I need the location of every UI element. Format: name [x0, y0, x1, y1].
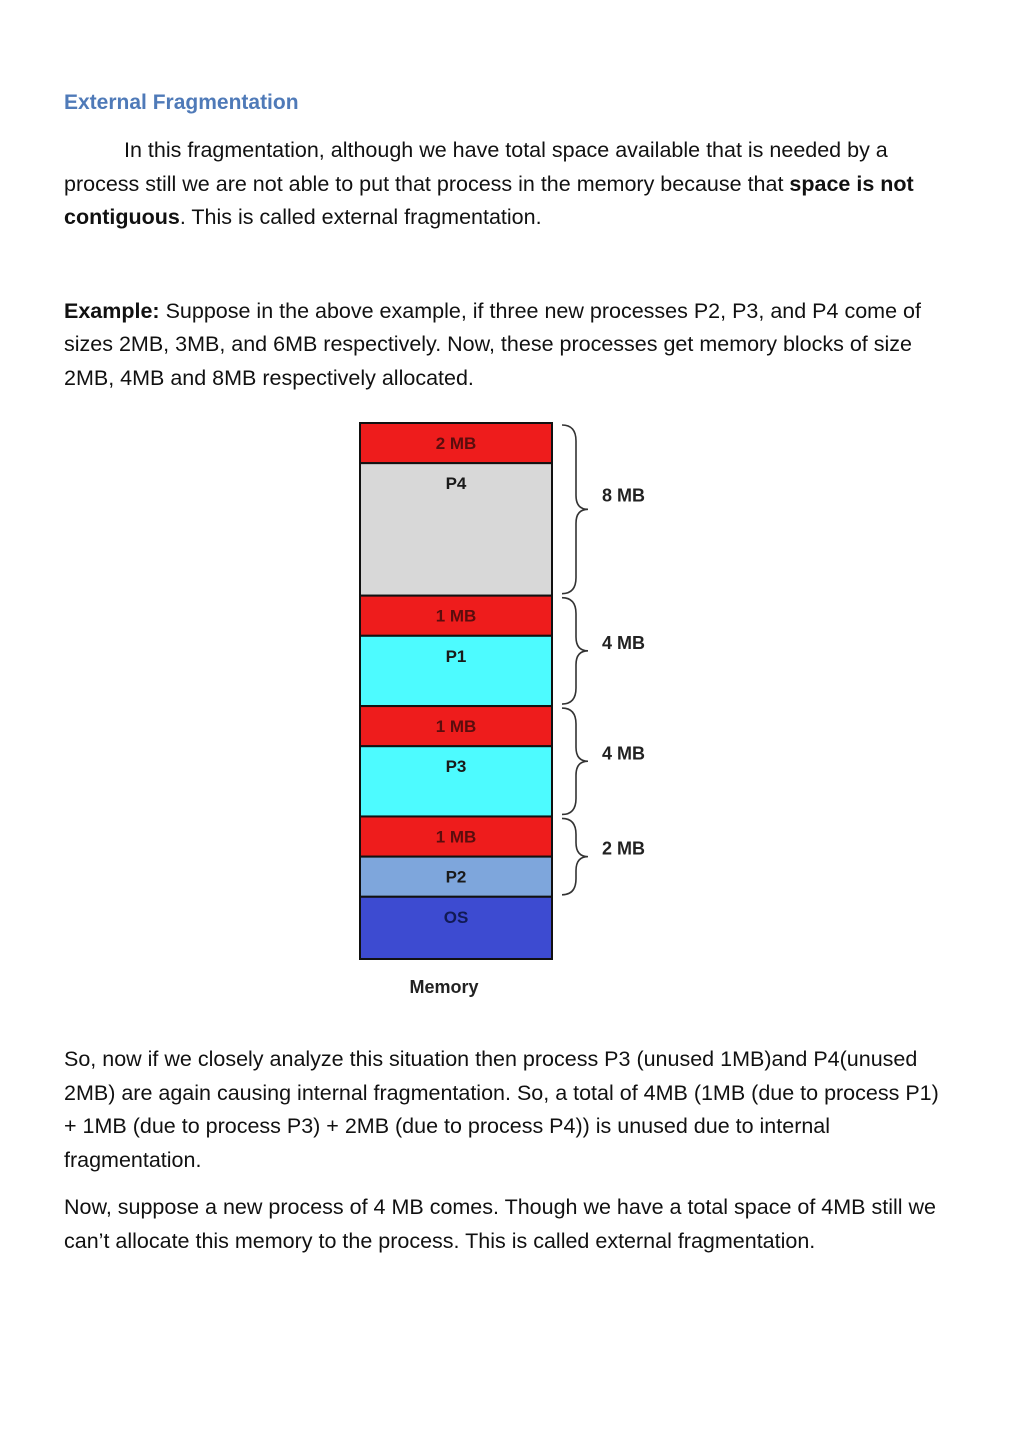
memory-block-label-4: 1 MB: [435, 717, 477, 737]
brace-label-3: 2 MB: [602, 838, 646, 859]
paragraph-conclusion: Now, suppose a new process of 4 MB comes. Though we have a total space of 4MB still we can’t allocate this memory to the process. This is called external fragmentation.: [64, 1195, 936, 1253]
document-page: [64, 86, 954, 1258]
paragraph-definition: [64, 134, 954, 235]
memory-block-label-3: P1: [445, 646, 467, 666]
memory-block-label-8: OS: [443, 907, 469, 927]
definition-text: In this fragmentation, although we have total space available that is needed by a process still we are not able to put that process in the memory because that: [64, 138, 888, 196]
memory-block-8: [360, 897, 552, 959]
paragraph-example: [64, 295, 954, 396]
example-text: Suppose in the above example, if three new processes P2, P3, and P4 come of sizes 2MB, 3MB, and 6MB respectively. Now, these processes get memory blocks of size 2MB, 4MB and 8MB respectively allocated.: [64, 298, 921, 390]
memory-block-label-7: P2: [445, 867, 467, 887]
brace-0: [562, 425, 588, 594]
definition-bold-text: space is not contiguous: [64, 171, 914, 229]
memory-block-label-1: P4: [445, 474, 467, 494]
paragraph-analysis: So, now if we closely analyze this situation then process P3 (unused 1MB)and P4(unused 2MB) are again causing internal fragmentation. So, a total of 4MB (1MB (due to process P1) + 1MB (due to process P3) + 2MB (due to process P4)) is unused due to internal fragmentation.: [64, 1047, 939, 1172]
brace-3: [562, 818, 588, 894]
example-label: Example:: [64, 298, 160, 323]
section-heading: External Fragmentation: [64, 91, 299, 114]
memory-block-label-5: P3: [445, 757, 467, 777]
memory-caption: Memory: [409, 977, 479, 997]
brace-label-0: 8 MB: [602, 485, 646, 506]
brace-2: [562, 708, 588, 814]
memory-block-label-0: 2 MB: [435, 434, 477, 454]
brace-1: [562, 598, 588, 704]
brace-label-1: 4 MB: [602, 632, 646, 653]
brace-label-2: 4 MB: [602, 743, 646, 764]
memory-block-label-6: 1 MB: [435, 827, 477, 847]
memory-diagram: [64, 421, 954, 1033]
memory-diagram-svg: [64, 421, 954, 1033]
memory-block-label-2: 1 MB: [435, 606, 477, 626]
definition-end-text: . This is called external fragmentation.: [179, 205, 542, 229]
